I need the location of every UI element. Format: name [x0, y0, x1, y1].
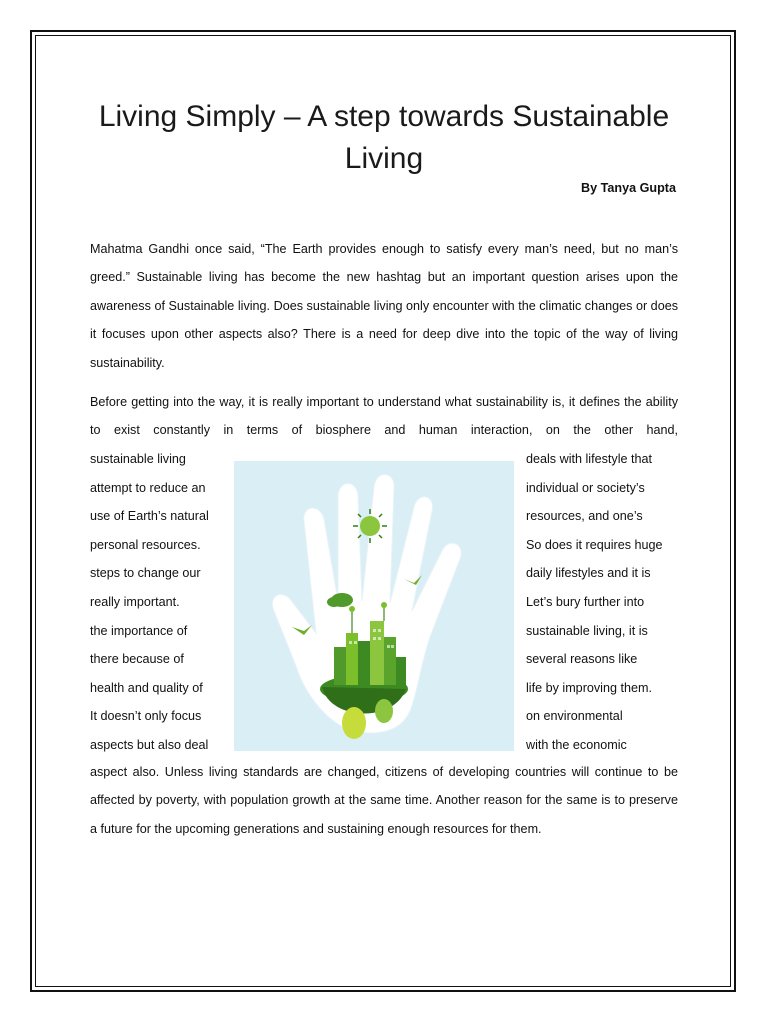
wrap-right-line: individual or society’s: [526, 480, 645, 495]
wrap-right-line: life by improving them.: [526, 680, 652, 695]
wrap-right-line: deals with lifestyle that: [526, 452, 652, 466]
wrap-right-line: on environmental: [526, 709, 623, 724]
wrap-left-line: the importance of: [90, 623, 188, 638]
wrap-left-line: sustainable living: [90, 452, 186, 466]
wrap-right-line: sustainable living, it is: [526, 623, 648, 638]
paragraph-2-intro: Before getting into the way, it is really important to understand what sustainability is, it defines the ability to exist constantly in terms of biosphere and human interaction, on the other hand,: [90, 395, 678, 438]
sustainability-hand-illustration: [234, 461, 514, 751]
wrap-left-line: there because of: [90, 652, 184, 667]
paragraph-1: Mahatma Gandhi once said, “The Earth provides enough to satisfy every man’s need, but no man’s greed.” Sustainable living has become the new hashtag but an important question arises upon the awareness of Sustainable living. Does sustainable living only encounter with the climatic changes or does it focuses upon other aspects also? There is a need for deep dive into the topic of the way of living sustainability.: [90, 242, 678, 370]
wrap-right-line: Let’s bury further into: [526, 595, 645, 609]
wrap-left-line: aspects but also deal: [90, 738, 209, 752]
wrap-left-line: personal resources.: [90, 537, 201, 552]
green-city-hand-icon: [234, 461, 514, 751]
wrap-left-line: really important.: [90, 595, 180, 609]
wrap-right-line: daily lifestyles and it is: [526, 566, 651, 581]
wrap-right-line: with the economic: [526, 738, 627, 752]
document-title: Living Simply – A step towards Sustainable Living: [98, 100, 670, 175]
paragraph-2-end: aspect also. Unless living standards are changed, citizens of developing countries will continue to be affected by poverty, with population growth at the same time. Another reason for the same is to preserve a future for the upcoming generations and sustaining enough resources for them.: [90, 765, 678, 836]
wrap-left-line: health and quality of: [90, 680, 203, 695]
wrap-right-line: several reasons like: [526, 652, 638, 667]
wrap-right-line: resources, and one’s: [526, 509, 643, 524]
wrap-left-line: steps to change our: [90, 566, 201, 581]
wrap-left-line: It doesn’t only focus: [90, 709, 202, 724]
wrap-left-line: attempt to reduce an: [90, 480, 206, 495]
wrap-left-line: use of Earth’s natural: [90, 509, 209, 524]
wrap-right-line: So does it requires huge: [526, 537, 663, 552]
author-byline: By Tanya Gupta: [581, 181, 676, 195]
